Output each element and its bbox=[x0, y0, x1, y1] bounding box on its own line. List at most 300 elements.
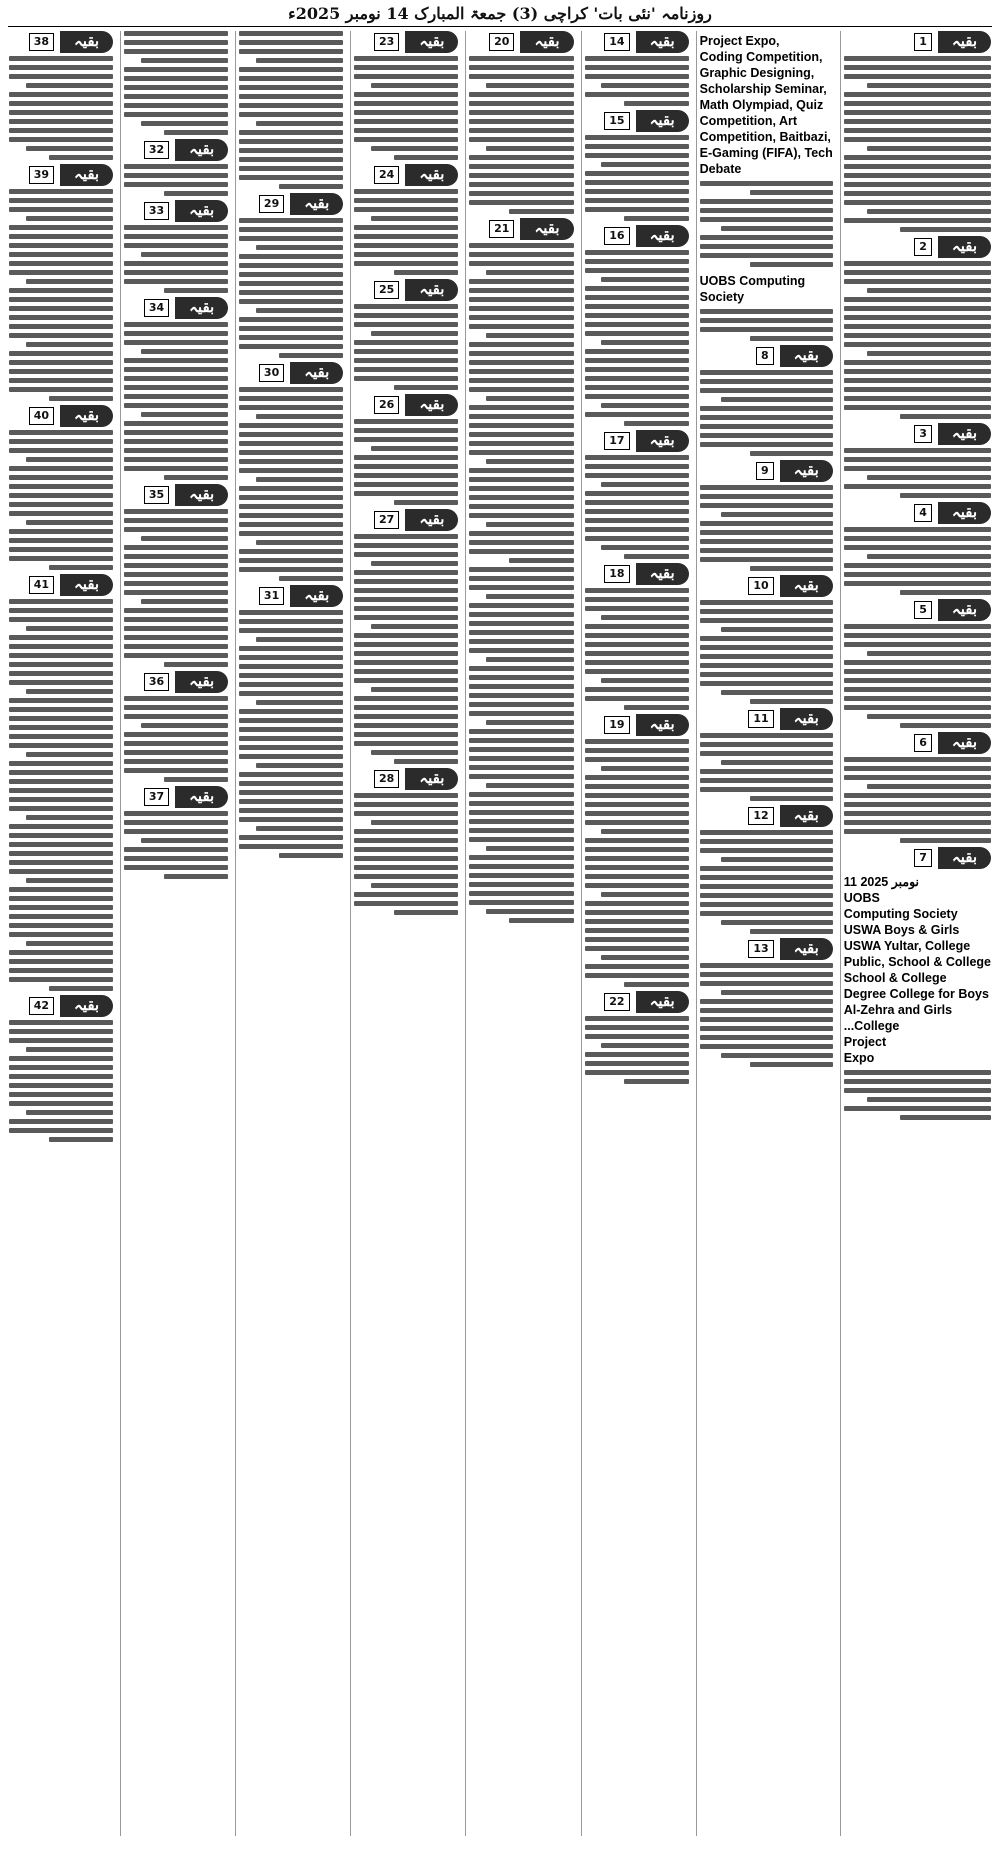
urdu-text-block bbox=[239, 31, 343, 189]
continuation-label: بقیہ bbox=[780, 938, 833, 960]
urdu-text-line bbox=[700, 636, 833, 641]
continuation-number: 41 bbox=[29, 576, 54, 594]
urdu-text-line bbox=[124, 394, 228, 399]
urdu-text-line bbox=[585, 946, 689, 951]
urdu-text-line bbox=[49, 565, 114, 570]
english-text-line: USWA Boys & Girls bbox=[843, 923, 960, 937]
urdu-text-line bbox=[354, 473, 458, 478]
urdu-text-line bbox=[844, 811, 991, 816]
urdu-text-line bbox=[867, 651, 991, 656]
urdu-text-line bbox=[354, 705, 458, 710]
urdu-text-line bbox=[469, 324, 573, 329]
urdu-text-line bbox=[164, 777, 229, 782]
urdu-text-line bbox=[239, 175, 343, 180]
urdu-text-line bbox=[844, 182, 991, 187]
urdu-text-line bbox=[394, 385, 459, 390]
urdu-text-line bbox=[585, 207, 689, 212]
urdu-text-line bbox=[867, 554, 991, 559]
urdu-text-line bbox=[844, 101, 991, 106]
urdu-text-line bbox=[124, 847, 228, 852]
urdu-text-line bbox=[601, 83, 688, 88]
continuation-label: بقیہ bbox=[175, 484, 228, 506]
urdu-text-line bbox=[239, 781, 343, 786]
urdu-text-line bbox=[124, 85, 228, 90]
urdu-text-line bbox=[585, 1061, 689, 1066]
continuation-item bbox=[844, 502, 991, 595]
urdu-text-line bbox=[585, 135, 689, 140]
urdu-text-line bbox=[700, 645, 833, 650]
urdu-text-line bbox=[486, 909, 573, 914]
urdu-text-block bbox=[469, 243, 573, 563]
english-text-line: UOBS Computing bbox=[699, 274, 806, 288]
urdu-text-line bbox=[585, 651, 689, 656]
urdu-text-line bbox=[844, 802, 991, 807]
continuation-item bbox=[585, 430, 689, 559]
continuation-header bbox=[124, 484, 228, 506]
urdu-text-line bbox=[700, 663, 833, 668]
continuation-number: 31 bbox=[259, 587, 284, 605]
urdu-text-line bbox=[239, 387, 343, 392]
urdu-text-line bbox=[900, 590, 991, 595]
urdu-text-line bbox=[585, 811, 689, 816]
continuation-item bbox=[844, 423, 991, 498]
urdu-text-line bbox=[469, 828, 573, 833]
urdu-text-line bbox=[124, 572, 228, 577]
urdu-text-line bbox=[585, 509, 689, 514]
column-2 bbox=[696, 31, 836, 1836]
urdu-text-line bbox=[469, 432, 573, 437]
continuation-item bbox=[844, 599, 991, 728]
continuation-number: 28 bbox=[374, 770, 399, 788]
urdu-text-line bbox=[601, 545, 688, 550]
continuation-number: 10 bbox=[748, 577, 773, 595]
urdu-text-line bbox=[844, 581, 991, 586]
continuation-label: بقیہ bbox=[405, 509, 458, 531]
urdu-text-line bbox=[239, 486, 343, 491]
urdu-text-line bbox=[124, 865, 228, 870]
continuation-label: بقیہ bbox=[405, 164, 458, 186]
urdu-text-line bbox=[354, 901, 458, 906]
urdu-text-line bbox=[239, 281, 343, 286]
urdu-text-line bbox=[9, 671, 113, 676]
urdu-text-line bbox=[124, 322, 228, 327]
continuation-label: بقیہ bbox=[938, 423, 991, 445]
urdu-text-line bbox=[124, 768, 228, 773]
continuation-number: 32 bbox=[144, 141, 169, 159]
urdu-text-line bbox=[124, 626, 228, 631]
urdu-text-line bbox=[124, 243, 228, 248]
urdu-text-line bbox=[124, 653, 228, 658]
urdu-text-block bbox=[585, 135, 689, 221]
urdu-text-line bbox=[469, 648, 573, 653]
continuation-label: بقیہ bbox=[780, 708, 833, 730]
urdu-text-line bbox=[585, 847, 689, 852]
urdu-text-line bbox=[9, 707, 113, 712]
urdu-text-line bbox=[844, 128, 991, 133]
urdu-text-line bbox=[585, 1070, 689, 1075]
urdu-text-line bbox=[624, 101, 689, 106]
urdu-text-line bbox=[469, 864, 573, 869]
urdu-text-line bbox=[124, 367, 228, 372]
urdu-text-line bbox=[9, 351, 113, 356]
urdu-text-block bbox=[9, 56, 113, 160]
urdu-text-block bbox=[700, 309, 833, 341]
urdu-text-line bbox=[700, 981, 833, 986]
continuation-header bbox=[700, 575, 833, 597]
urdu-text-line bbox=[354, 349, 458, 354]
urdu-text-line bbox=[509, 209, 574, 214]
urdu-text-line bbox=[469, 855, 573, 860]
urdu-text-line bbox=[354, 198, 458, 203]
urdu-text-line bbox=[469, 621, 573, 626]
urdu-text-line bbox=[700, 778, 833, 783]
urdu-text-line bbox=[700, 972, 833, 977]
urdu-text-line bbox=[239, 423, 343, 428]
urdu-text-line bbox=[469, 306, 573, 311]
urdu-text-line bbox=[750, 336, 833, 341]
urdu-text-line bbox=[700, 672, 833, 677]
urdu-text-line bbox=[585, 588, 689, 593]
urdu-text-line bbox=[239, 67, 343, 72]
urdu-text-block bbox=[124, 322, 228, 480]
urdu-text-line bbox=[124, 358, 228, 363]
urdu-text-line bbox=[700, 681, 833, 686]
urdu-text-line bbox=[9, 189, 113, 194]
urdu-text-line bbox=[354, 588, 458, 593]
urdu-text-line bbox=[354, 428, 458, 433]
continuation-header bbox=[354, 279, 458, 301]
urdu-text-line bbox=[721, 990, 833, 995]
continuation-number: 24 bbox=[374, 166, 399, 184]
continuation-item bbox=[844, 732, 991, 843]
urdu-text-line bbox=[124, 112, 228, 117]
urdu-text-line bbox=[469, 765, 573, 770]
continuation-header bbox=[844, 599, 991, 621]
urdu-text-line bbox=[469, 261, 573, 266]
urdu-text-line bbox=[9, 360, 113, 365]
urdu-text-line bbox=[26, 83, 113, 88]
urdu-text-line bbox=[585, 606, 689, 611]
urdu-text-line bbox=[844, 633, 991, 638]
urdu-text-line bbox=[141, 349, 228, 354]
urdu-text-line bbox=[700, 875, 833, 880]
urdu-text-line bbox=[9, 662, 113, 667]
english-text-line: Al-Zehra and Girls bbox=[843, 1003, 953, 1017]
urdu-text-line bbox=[256, 637, 343, 642]
urdu-text-line bbox=[354, 829, 458, 834]
urdu-text-line bbox=[469, 495, 573, 500]
urdu-text-line bbox=[844, 829, 991, 834]
urdu-text-line bbox=[354, 597, 458, 602]
continuation-item bbox=[844, 31, 991, 232]
urdu-text-line bbox=[585, 536, 689, 541]
urdu-text-line bbox=[354, 261, 458, 266]
urdu-text-line bbox=[124, 563, 228, 568]
urdu-text-line bbox=[9, 252, 113, 257]
urdu-text-line bbox=[867, 83, 991, 88]
urdu-text-line bbox=[9, 806, 113, 811]
urdu-text-line bbox=[601, 829, 688, 834]
urdu-text-line bbox=[9, 306, 113, 311]
urdu-text-line bbox=[354, 437, 458, 442]
urdu-text-line bbox=[469, 747, 573, 752]
urdu-text-line bbox=[700, 388, 833, 393]
urdu-text-block bbox=[239, 218, 343, 358]
urdu-text-block bbox=[844, 448, 991, 498]
urdu-text-block bbox=[700, 733, 833, 801]
continuation-number: 27 bbox=[374, 511, 399, 529]
urdu-text-line bbox=[239, 531, 343, 536]
urdu-text-line bbox=[9, 779, 113, 784]
urdu-text-line bbox=[124, 103, 228, 108]
urdu-text-line bbox=[239, 682, 343, 687]
continuation-label: بقیہ bbox=[175, 139, 228, 161]
urdu-text-line bbox=[394, 270, 459, 275]
urdu-text-line bbox=[124, 430, 228, 435]
urdu-text-line bbox=[844, 137, 991, 142]
urdu-text-line bbox=[9, 92, 113, 97]
urdu-text-line bbox=[124, 635, 228, 640]
urdu-text-line bbox=[867, 475, 991, 480]
urdu-text-line bbox=[9, 905, 113, 910]
continuation-item bbox=[469, 31, 573, 214]
urdu-text-line bbox=[239, 835, 343, 840]
urdu-text-line bbox=[124, 750, 228, 755]
urdu-text-line bbox=[9, 1029, 113, 1034]
urdu-text-line bbox=[239, 790, 343, 795]
english-text-line: E-Gaming (FIFA), Tech bbox=[699, 146, 833, 160]
continuation-header bbox=[844, 423, 991, 445]
urdu-text-line bbox=[585, 153, 689, 158]
urdu-text-line bbox=[239, 646, 343, 651]
continuation-item bbox=[239, 362, 343, 581]
urdu-text-line bbox=[239, 254, 343, 259]
urdu-text-line bbox=[354, 225, 458, 230]
urdu-text-line bbox=[124, 759, 228, 764]
urdu-text-line bbox=[354, 847, 458, 852]
column-1 bbox=[840, 31, 994, 1836]
urdu-text-line bbox=[9, 538, 113, 543]
continuation-item bbox=[700, 345, 833, 456]
urdu-text-line bbox=[469, 74, 573, 79]
urdu-text-line bbox=[469, 164, 573, 169]
urdu-text-line bbox=[9, 653, 113, 658]
continuation-item bbox=[354, 768, 458, 915]
urdu-text-line bbox=[585, 259, 689, 264]
urdu-text-line bbox=[469, 549, 573, 554]
urdu-text-line bbox=[585, 331, 689, 336]
continuation-number: 15 bbox=[604, 112, 629, 130]
urdu-text-line bbox=[354, 419, 458, 424]
english-text-block bbox=[700, 273, 833, 305]
urdu-text-line bbox=[585, 874, 689, 879]
urdu-text-line bbox=[124, 617, 228, 622]
urdu-text-line bbox=[700, 742, 833, 747]
urdu-text-line bbox=[124, 40, 228, 45]
newspaper-masthead bbox=[8, 0, 992, 27]
urdu-text-line bbox=[700, 999, 833, 1004]
urdu-text-line bbox=[844, 360, 991, 365]
urdu-text-line bbox=[239, 272, 343, 277]
urdu-text-line bbox=[509, 558, 574, 563]
urdu-text-line bbox=[721, 760, 833, 765]
urdu-text-line bbox=[124, 732, 228, 737]
urdu-text-line bbox=[585, 286, 689, 291]
urdu-text-line bbox=[469, 837, 573, 842]
urdu-text-line bbox=[239, 130, 343, 135]
urdu-text-line bbox=[601, 162, 688, 167]
urdu-text-line bbox=[469, 630, 573, 635]
urdu-text-line bbox=[585, 500, 689, 505]
continuation-label: بقیہ bbox=[938, 599, 991, 621]
urdu-text-block bbox=[700, 600, 833, 704]
urdu-text-line bbox=[9, 529, 113, 534]
urdu-text-line bbox=[700, 830, 833, 835]
urdu-text-line bbox=[469, 243, 573, 248]
urdu-text-line bbox=[700, 379, 833, 384]
urdu-text-line bbox=[26, 457, 113, 462]
urdu-text-line bbox=[9, 959, 113, 964]
urdu-text-line bbox=[844, 324, 991, 329]
urdu-text-line bbox=[9, 887, 113, 892]
urdu-text-line bbox=[486, 83, 573, 88]
continuation-label: بقیہ bbox=[938, 732, 991, 754]
continuation-header bbox=[844, 732, 991, 754]
urdu-text-line bbox=[26, 941, 113, 946]
urdu-text-line bbox=[867, 1097, 991, 1102]
english-text-line: UOBS bbox=[843, 891, 880, 905]
urdu-text-line bbox=[9, 128, 113, 133]
urdu-text-line bbox=[585, 56, 689, 61]
urdu-text-line bbox=[844, 164, 991, 169]
urdu-text-line bbox=[700, 839, 833, 844]
continuation-item bbox=[124, 671, 228, 782]
urdu-text-line bbox=[354, 340, 458, 345]
urdu-text-line bbox=[239, 754, 343, 759]
urdu-text-line bbox=[844, 484, 991, 489]
masthead-title: روزنامہ 'نئی بات' کراچی (3) جمعۃ المبارک 14 نومبر 2025ء bbox=[288, 3, 712, 23]
urdu-text-block bbox=[9, 189, 113, 401]
urdu-text-line bbox=[354, 534, 458, 539]
continuation-header bbox=[585, 991, 689, 1013]
urdu-text-line bbox=[700, 433, 833, 438]
urdu-text-line bbox=[700, 208, 833, 213]
urdu-text-line bbox=[239, 263, 343, 268]
urdu-text-line bbox=[585, 820, 689, 825]
continuation-item bbox=[124, 484, 228, 667]
urdu-text-line bbox=[9, 896, 113, 901]
continuation-label: بقیہ bbox=[636, 430, 689, 452]
urdu-text-line bbox=[469, 756, 573, 761]
continuation-header bbox=[585, 225, 689, 247]
urdu-text-block bbox=[844, 261, 991, 419]
continuation-number: 21 bbox=[489, 220, 514, 238]
urdu-text-line bbox=[124, 31, 228, 36]
urdu-text-line bbox=[900, 723, 991, 728]
urdu-text-line bbox=[354, 243, 458, 248]
urdu-text-line bbox=[354, 732, 458, 737]
urdu-text-line bbox=[844, 405, 991, 410]
urdu-text-line bbox=[601, 766, 688, 771]
urdu-text-line bbox=[9, 923, 113, 928]
urdu-text-line bbox=[750, 929, 833, 934]
urdu-text-line bbox=[141, 838, 228, 843]
continuation-number: 36 bbox=[144, 673, 169, 691]
continuation-number: 40 bbox=[29, 407, 54, 425]
continuation-header bbox=[239, 362, 343, 384]
urdu-text-line bbox=[9, 824, 113, 829]
urdu-text-line bbox=[239, 549, 343, 554]
urdu-text-line bbox=[585, 295, 689, 300]
urdu-text-line bbox=[26, 216, 113, 221]
continuation-header bbox=[585, 110, 689, 132]
urdu-text-line bbox=[585, 322, 689, 327]
urdu-text-line bbox=[354, 723, 458, 728]
urdu-text-line bbox=[585, 171, 689, 176]
urdu-text-line bbox=[486, 146, 573, 151]
urdu-text-line bbox=[9, 137, 113, 142]
continuation-header bbox=[354, 31, 458, 53]
urdu-text-line bbox=[844, 1079, 991, 1084]
urdu-text-block bbox=[700, 370, 833, 456]
urdu-text-line bbox=[601, 403, 688, 408]
urdu-text-line bbox=[844, 92, 991, 97]
continuation-item bbox=[354, 31, 458, 160]
urdu-text-line bbox=[354, 128, 458, 133]
urdu-text-line bbox=[371, 83, 458, 88]
urdu-text-line bbox=[844, 624, 991, 629]
urdu-text-line bbox=[141, 723, 228, 728]
continuation-item bbox=[124, 297, 228, 480]
urdu-text-line bbox=[9, 599, 113, 604]
urdu-text-line bbox=[9, 65, 113, 70]
urdu-text-line bbox=[469, 738, 573, 743]
continuation-item bbox=[9, 574, 113, 991]
urdu-text-line bbox=[124, 457, 228, 462]
urdu-text-line bbox=[354, 455, 458, 460]
continuation-number: 14 bbox=[604, 33, 629, 51]
urdu-text-line bbox=[9, 680, 113, 685]
continuation-label: بقیہ bbox=[290, 193, 343, 215]
urdu-text-line bbox=[239, 76, 343, 81]
urdu-text-line bbox=[585, 455, 689, 460]
continuation-header bbox=[844, 236, 991, 258]
urdu-text-line bbox=[900, 838, 991, 843]
urdu-text-line bbox=[124, 590, 228, 595]
urdu-text-block bbox=[354, 793, 458, 915]
urdu-text-line bbox=[700, 557, 833, 562]
urdu-text-line bbox=[9, 797, 113, 802]
english-text-line: Degree College for Boys bbox=[843, 987, 989, 1001]
urdu-text-line bbox=[700, 521, 833, 526]
continuation-label: بقیہ bbox=[405, 279, 458, 301]
urdu-text-line bbox=[469, 182, 573, 187]
urdu-text-line bbox=[124, 644, 228, 649]
urdu-text-line bbox=[585, 198, 689, 203]
continuation-label: بقیہ bbox=[405, 394, 458, 416]
urdu-text-line bbox=[469, 252, 573, 257]
english-text-line: Math Olympiad, Quiz bbox=[699, 98, 824, 112]
urdu-text-line bbox=[9, 56, 113, 61]
english-text-line: Expo bbox=[843, 1051, 875, 1065]
continuation-label: بقیہ bbox=[938, 847, 991, 869]
continuation-label: بقیہ bbox=[636, 225, 689, 247]
urdu-text-line bbox=[469, 711, 573, 716]
urdu-text-line bbox=[354, 606, 458, 611]
urdu-text-line bbox=[9, 950, 113, 955]
urdu-text-line bbox=[844, 173, 991, 178]
urdu-text-line bbox=[124, 225, 228, 230]
